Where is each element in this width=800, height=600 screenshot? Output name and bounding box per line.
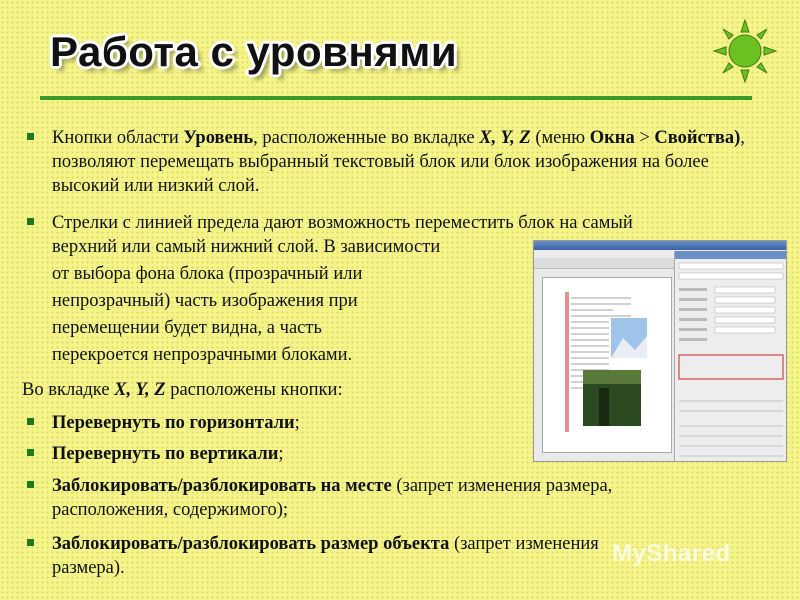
- bullet-marker: [27, 481, 34, 488]
- page-title: Работа с уровнями: [50, 28, 458, 75]
- list-item-flip-horizontal: Перевернуть по горизонтали;: [52, 413, 300, 433]
- paragraph-levels: Кнопки области Уровень, расположенные во вкладке X, Y, Z (меню Окна > Свойства), позволяют перемещать выбранный текстовый блок или блок изображения на более высокий или низкий слой.: [52, 128, 745, 196]
- screenshot-document: [542, 277, 672, 453]
- paragraph-buttons-intro: Во вкладке X, Y, Z расположены кнопки:: [22, 380, 343, 400]
- paragraph-arrows-l5: перемещении будет видна, а часть: [52, 318, 322, 338]
- screenshot-titlebar: [534, 241, 786, 250]
- paragraph-arrows-l3: от выбора фона блока (прозрачный или: [52, 264, 363, 284]
- screenshot-panel-fields: [675, 251, 787, 461]
- screenshot-properties-panel: [674, 251, 787, 461]
- title-underline: [40, 96, 752, 100]
- paragraph-arrows-l2: верхний или самый нижний слой. В зависимости: [52, 237, 441, 257]
- scribus-screenshot: [533, 240, 787, 462]
- bullet-marker: [27, 449, 34, 456]
- paragraph-arrows-l6: перекроется непрозрачными блоками.: [52, 345, 353, 365]
- list-item-lock-position: Заблокировать/разблокировать на месте (запрет изменения размера, расположения, содержимого);: [52, 476, 613, 520]
- bullet-marker: [27, 133, 34, 140]
- bullet-marker: [27, 539, 34, 546]
- list-item-lock-size: Заблокировать/разблокировать размер объекта (запрет изменения размера).: [52, 534, 599, 578]
- list-item-flip-vertical: Перевернуть по вертикали;: [52, 444, 284, 464]
- screenshot-page-content: [543, 278, 671, 452]
- bullet-marker: [27, 218, 34, 225]
- sun-icon: [712, 18, 778, 84]
- paragraph-arrows-l1: Стрелки с линией предела дают возможность переместить блок на самый: [52, 213, 633, 233]
- watermark: MyShared: [612, 540, 731, 567]
- bullet-marker: [27, 418, 34, 425]
- paragraph-arrows-l4: непрозрачный) часть изображения при: [52, 291, 358, 311]
